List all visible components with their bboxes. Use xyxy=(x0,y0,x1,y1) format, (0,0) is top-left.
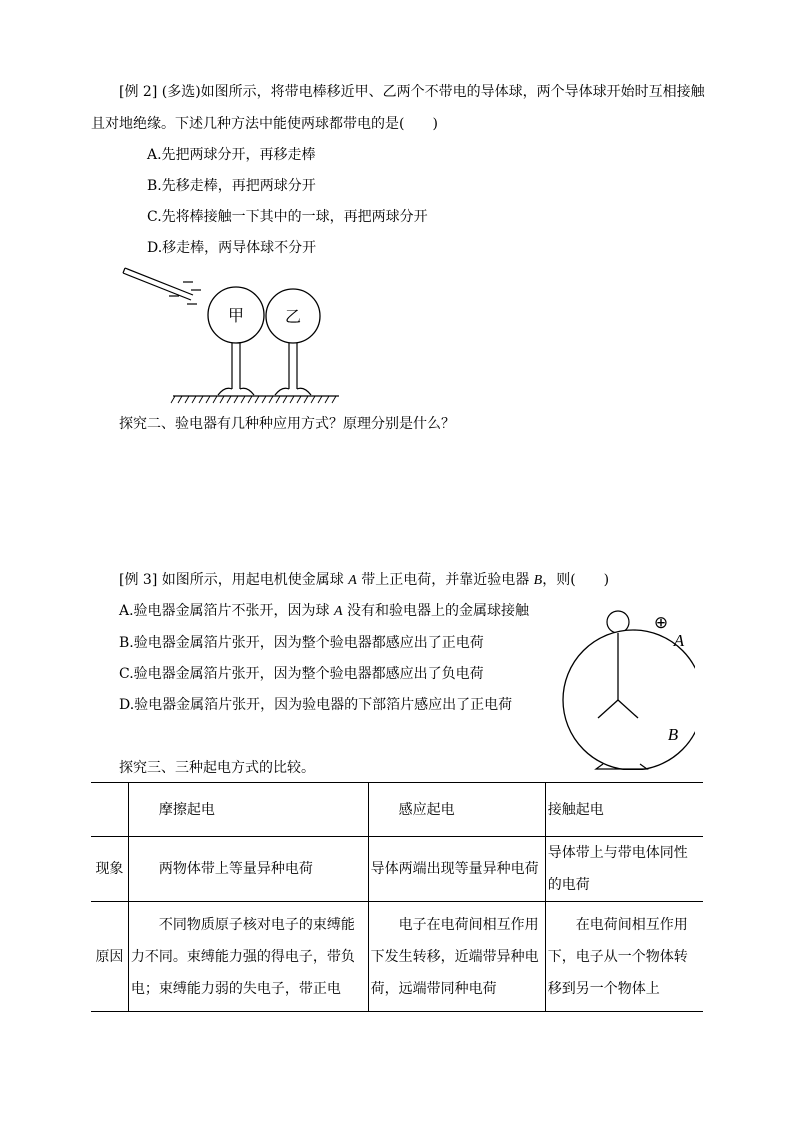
table-row xyxy=(91,837,703,902)
table-header-cell: 接触起电 xyxy=(545,783,703,837)
example2-option-b: B.先移走棒，再把两球分开 xyxy=(147,178,316,194)
example2-option-d: D.移走棒，两导体球不分开 xyxy=(147,240,317,256)
example2-option-a: A.先把两球分开，再移走棒 xyxy=(147,147,316,163)
table-header-cell: 摩擦起电 xyxy=(128,783,368,837)
example2-option-c: C.先将棒接触一下其中的一球，再把两球分开 xyxy=(147,209,428,225)
example3-option-b: B.验电器金属箔片张开，因为整个验电器都感应出了正电荷 xyxy=(119,635,484,651)
example2-line2: 且对地绝缘。下述几种方法中能使两球都带电的是( ) xyxy=(91,116,438,132)
explore2-heading: 探究二、验电器有几种种应用方式？原理分别是什么？ xyxy=(119,416,455,432)
row-label: 原因 xyxy=(91,902,128,1012)
table-cell: 不同物质原子核对电子的束缚能力不同。束缚能力强的得电子，带负电；束缚能力弱的失电子，带正电 xyxy=(128,902,368,1012)
comparison-table xyxy=(91,782,703,1012)
table-header-cell: 感应起电 xyxy=(368,783,545,837)
label-b: B xyxy=(667,725,679,744)
example3-line1: [例 3] 如图所示，用起电机使金属球 A 带上正电荷，并靠近验电器 B，则( ) xyxy=(119,572,610,588)
conductor-balls-figure xyxy=(115,262,345,410)
electroscope-ball xyxy=(607,611,629,633)
table-header-cell xyxy=(91,783,128,837)
table-cell: 在电荷间相互作用下，电子从一个物体转移到另一个物体上 xyxy=(545,902,703,1012)
ball-jia-label: 甲 xyxy=(227,306,245,325)
table-row xyxy=(91,902,703,1012)
example2-line1: [例 2] (多选)如图所示，将带电棒移近甲、乙两个不带电的导体球，两个导体球开始时互相接触 xyxy=(119,84,705,100)
positive-charge-icon: ⊕ xyxy=(653,613,669,633)
example3-option-c: C.验电器金属箔片张开，因为整个验电器都感应出了负电荷 xyxy=(119,666,484,682)
table-cell: 两物体带上等量异种电荷 xyxy=(128,837,368,902)
example3-option-d: D.验电器金属箔片张开，因为验电器的下部箔片感应出了正电荷 xyxy=(119,697,513,713)
electroscope-figure xyxy=(555,604,695,770)
example3-option-a: A.验电器金属箔片不张开，因为球 A 没有和验电器上的金属球接触 xyxy=(119,603,530,619)
table-header-row xyxy=(91,783,703,837)
table-cell: 导体带上与带电体同性的电荷 xyxy=(545,837,703,902)
electroscope-body xyxy=(563,630,695,770)
table-cell: 导体两端出现等量异种电荷 xyxy=(368,837,545,902)
ball-yi-label: 乙 xyxy=(284,307,302,326)
row-label: 现象 xyxy=(91,837,128,902)
label-a: A xyxy=(673,631,685,650)
table-cell: 电子在电荷间相互作用下发生转移，近端带异种电荷，远端带同种电荷 xyxy=(368,902,545,1012)
explore3-heading: 探究三、三种起电方式的比较。 xyxy=(119,760,315,776)
